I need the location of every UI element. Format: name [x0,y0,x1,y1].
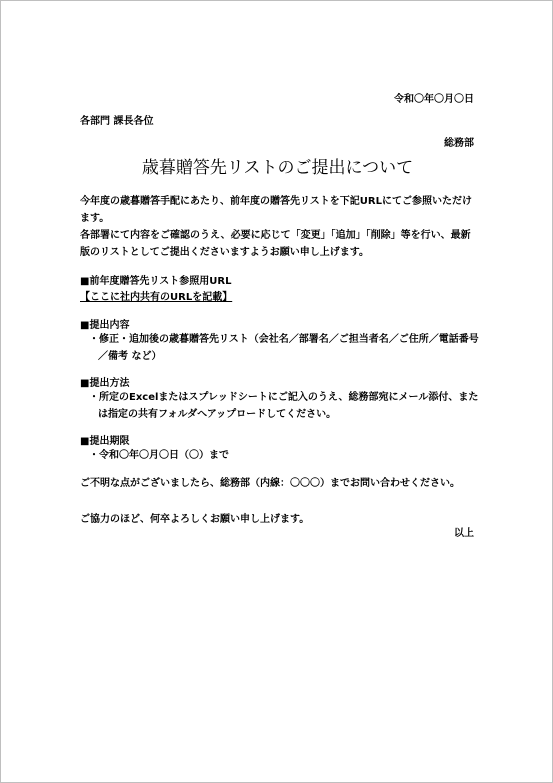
document-title: 歳暮贈答先リストのご提出について [141,158,414,178]
request-paragraph: 各部署にて内容をご確認のうえ、必要に応じて「変更」「追加」「削除」等を行い、最新版のリストとしてご提出くださいますようお願い申し上げます。 [80,230,471,258]
recipient-line: 各部門 課長各位 [80,116,154,127]
document-date: 令和〇年〇月〇日 [394,94,474,105]
method-section-heading: ■提出方法 [80,378,130,389]
sender-department: 総務部 [444,138,474,149]
contact-paragraph: ご不明な点がございましたら、総務部（内線：〇〇〇）までお問い合わせください。 [80,478,460,489]
deadline-section-heading: ■提出期限 [80,436,130,447]
thanks-line: ご協力のほど、何卒よろしくお願い申し上げます。 [80,514,310,525]
shared-url-link[interactable]: 【ここに社内共有のURLを記載】 [80,292,233,303]
content-list-item: ・修正・追加後の歳暮贈答先リスト（会社名／部署名／ご担当者名／ご住所／電話番号／備考 など） [89,334,479,362]
intro-paragraph: 今年度の歳暮贈答手配にあたり、前年度の贈答先リストを下記URLにてご参照いただけます。 [80,196,472,224]
deadline-list-item: ・令和〇年〇月〇日（〇）まで [89,450,229,461]
closing-mark: 以上 [454,528,474,539]
url-section-heading: ■前年度贈答先リスト参照用URL [80,276,232,287]
content-section-heading: ■提出内容 [80,320,130,331]
method-list-item: ・所定のExcelまたはスプレッドシートにご記入のうえ、総務部宛にメール添付、または指定の共有フォルダへアップロードしてください。 [89,392,479,420]
